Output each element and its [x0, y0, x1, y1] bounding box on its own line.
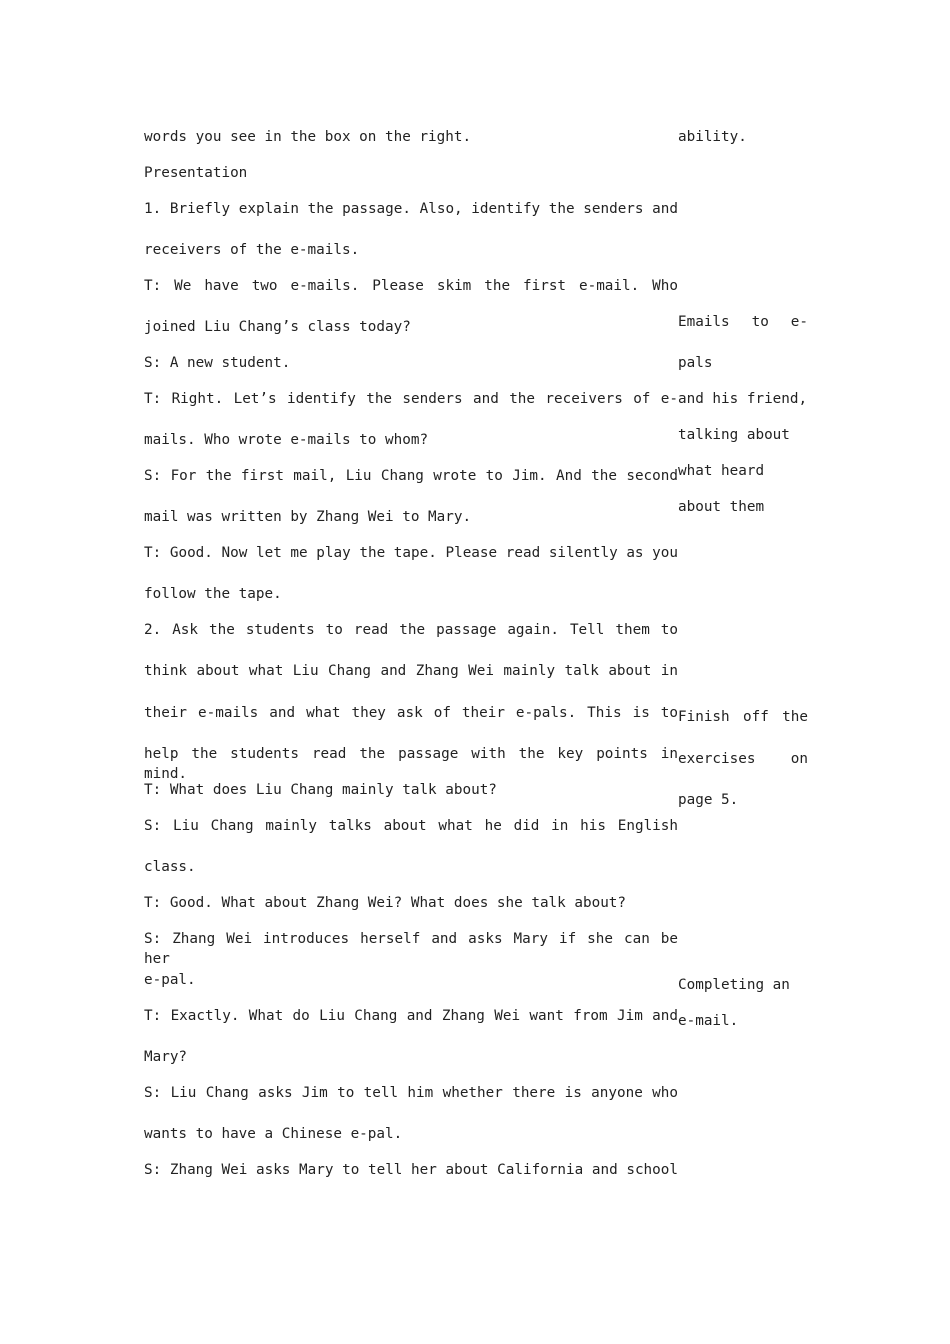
text-line: mails. Who wrote e-mails to whom? — [144, 432, 429, 448]
text-line: T: What does Liu Chang mainly talk about? — [144, 782, 497, 798]
text-line: think about what Liu Chang and Zhang Wei mainly talk about in — [144, 663, 678, 679]
text-line: 1. Briefly explain the passage. Also, identify the senders and — [144, 201, 678, 217]
text-line: T: Good. What about Zhang Wei? What does she talk about? — [144, 895, 627, 911]
text-line: receivers of the e-mails. — [144, 242, 360, 258]
side-note-line: talking about — [678, 427, 790, 443]
text-line: joined Liu Chang’s class today? — [144, 319, 411, 335]
side-note-line: Emails to e- — [678, 314, 808, 330]
text-line: S: Zhang Wei introduces herself and asks Mary if she can be her — [144, 931, 678, 967]
text-line: T: We have two e-mails. Please skim the first e-mail. Who — [144, 278, 678, 294]
text-line: S: For the first mail, Liu Chang wrote to Jim. And the second — [144, 468, 678, 484]
side-note-line: ability. — [678, 129, 747, 145]
side-note-line: Finish off the — [678, 709, 808, 725]
text-line: S: A new student. — [144, 355, 291, 371]
text-line: T: Good. Now let me play the tape. Please read silently as you — [144, 545, 678, 561]
text-line: 2. Ask the students to read the passage again. Tell them to — [144, 622, 678, 638]
text-line: T: Exactly. What do Liu Chang and Zhang Wei want from Jim and — [144, 1008, 678, 1024]
text-line: their e-mails and what they ask of their e-pals. This is to — [144, 705, 678, 721]
side-note-line: and his friend, — [678, 391, 808, 407]
side-note-line: what heard — [678, 463, 765, 479]
text-line: S: Liu Chang mainly talks about what he did in his English — [144, 818, 678, 834]
section-heading-presentation: Presentation — [144, 165, 248, 181]
text-line: Mary? — [144, 1049, 188, 1065]
side-note-line: exercises on — [678, 751, 808, 767]
side-note-line: pals — [678, 355, 713, 371]
text-line: S: Liu Chang asks Jim to tell him whether there is anyone who — [144, 1085, 678, 1101]
text-line: T: Right. Let’s identify the senders and the receivers of e- — [144, 391, 678, 407]
text-line: mail was written by Zhang Wei to Mary. — [144, 509, 472, 525]
side-note-line: e-mail. — [678, 1013, 739, 1029]
text-line: words you see in the box on the right. — [144, 129, 472, 145]
side-note-line: about them — [678, 499, 765, 515]
text-line: help the students read the passage with the key points in mind. — [144, 746, 678, 782]
text-line: S: Zhang Wei asks Mary to tell her about California and school — [144, 1162, 678, 1178]
side-note-line: Completing an — [678, 977, 790, 993]
text-line: e-pal. — [144, 972, 196, 988]
text-line: class. — [144, 859, 196, 875]
text-line: follow the tape. — [144, 586, 282, 602]
side-note-line: page 5. — [678, 792, 739, 808]
text-line: wants to have a Chinese e-pal. — [144, 1126, 403, 1142]
